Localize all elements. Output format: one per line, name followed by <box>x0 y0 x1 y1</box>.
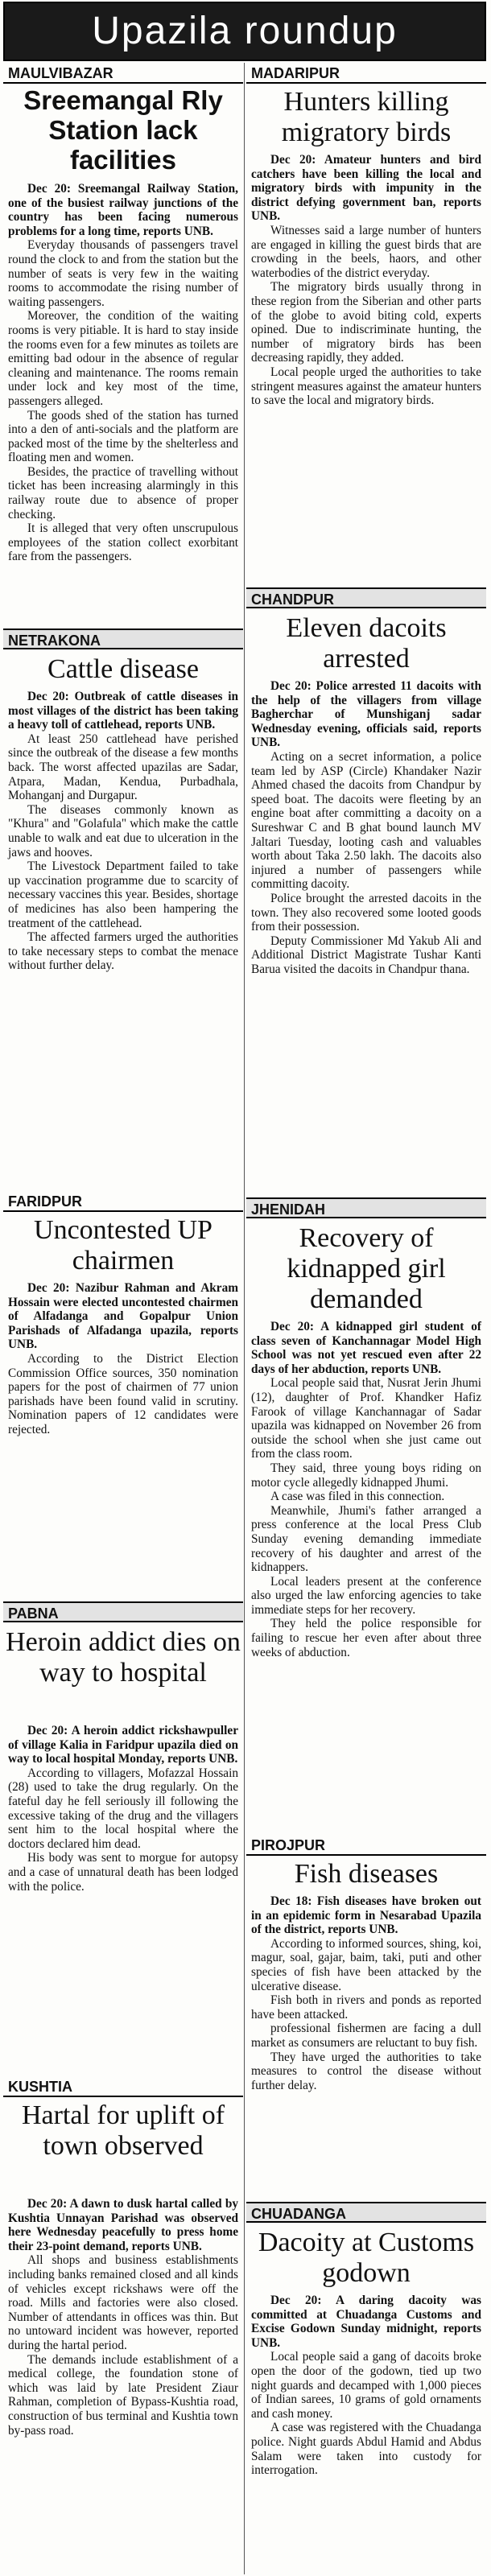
story-headline: Hunters killing migratory birds <box>281 87 452 147</box>
story-body <box>246 1894 486 2199</box>
story-paragraph: Dec 20: Sreemangal Railway Station, one of the busiest railway junctions of the country has been facing numerous problems for a long time, reports UNB. <box>8 182 238 238</box>
story-body <box>3 2197 243 2571</box>
story-paragraph: They said, three young boys riding on motor cycle allegedly kidnapped Jhumi. <box>251 1461 481 1490</box>
story-headline: Cattle disease <box>47 654 199 684</box>
story-dateline-place: JHENIDAH <box>246 1197 486 1218</box>
story-body <box>246 679 486 1196</box>
story-chandpur <box>246 587 486 1197</box>
story-paragraph: Meanwhile, Jhumi's father arranged a press conference at the local Press Club Sunday evening demanding immediate recovery of his daughter and arrest of the kidnappers. <box>251 1503 481 1575</box>
section-title: Upazila roundup <box>92 10 398 52</box>
story-paragraph: The affected farmers urged the authorities to take necessary steps to combat the menace without further delay. <box>8 930 238 973</box>
story-paragraph: Fish both in rivers and ponds as reported have been attacked. <box>251 1993 481 2022</box>
story-body <box>246 1320 486 1832</box>
story-paragraph: Dec 20: A heroin addict rickshawpuller of village Kalia in Faridpur upazila died on way to local hospital Monday, reports UNB. <box>8 1724 238 1766</box>
story-paragraph: They held the police responsible for failing to rescue her even after about three weeks of abduction. <box>251 1617 481 1659</box>
story-headline: Sreemangal Rly Station lack facilities <box>23 85 223 175</box>
story-paragraph: A case was registered with the Chuadanga police. Night guards Abdul Hamid and Abdus Salam were taken into custody for interrogation. <box>251 2421 481 2478</box>
story-paragraph: Deputy Commissioner Md Yakub Ali and Additional District Magistrate Tushar Kanti Barua visited the dacoits in Chandpur thana. <box>251 934 481 976</box>
story-madaripur <box>246 63 486 586</box>
story-paragraph: Everyday thousands of passengers travel round the clock to and from the station but the number of seats is very few in the waiting rooms to accommodate the rising number of waiting passengers. <box>8 238 238 309</box>
story-dateline-place: PIROJPUR <box>246 1835 486 1856</box>
section-banner <box>3 2 486 61</box>
story-dateline-place: KUSHTIA <box>3 2076 243 2097</box>
story-paragraph: The migratory birds usually throng in these region from the Siberian and other parts of the globe to avoid biting cold, experts opined. Due to indiscriminate hunting, the number of migratory birds has been decreasing rapidly, they added. <box>251 280 481 365</box>
story-dateline-place: CHANDPUR <box>246 587 486 608</box>
story-dateline-place: CHUADANGA <box>246 2202 486 2223</box>
story-kushtia <box>3 2076 243 2573</box>
story-jhenidah <box>246 1197 486 1833</box>
story-body <box>246 2294 486 2571</box>
story-paragraph: Dec 20: A daring dacoity was committed at Chuadanga Customs and Excise Godown Sunday midnight, reports UNB. <box>251 2294 481 2350</box>
story-paragraph: The Livestock Department failed to take up vaccination programme due to scarcity of necessary vaccines this year. Besides, shortage of medicines has also been hampering the treatment of the cattlehead. <box>8 859 238 930</box>
story-headline: Recovery of kidnapped girl demanded <box>287 1223 446 1314</box>
story-paragraph: According to villagers, Mofazzal Hossain (28) used to take the drug regularly. On the fateful day he fell seriously ill following the excessive taking of the drug and the villagers sent him to the local hospital where the doctors declared him dead. <box>8 1766 238 1851</box>
story-netrakona <box>3 629 243 1188</box>
story-paragraph: Local people urged the authorities to take stringent measures against the amateur hunters to save the local and migratory birds. <box>251 365 481 408</box>
story-paragraph: The goods shed of the station has turned into a den of anti-socials and the platform are packed most of the time by the shelterless and floating men and women. <box>8 408 238 465</box>
story-paragraph: Dec 20: Outbreak of cattle diseases in most villages of the district has been taking a heavy toll of cattlehead, reports UNB. <box>8 690 238 732</box>
story-headline: Fish diseases <box>294 1859 439 1889</box>
story-dateline-place: MAULVIBAZAR <box>3 63 243 84</box>
story-pabna <box>3 1601 243 2076</box>
right-column <box>246 63 486 2574</box>
story-paragraph: Moreover, the condition of the waiting rooms is very pitiable. It is hard to stay inside the rooms even for a few minutes as toilets are emitting bad odour in the absence of regular cleaning and maintenance. The rooms remain under lock and key most of the time, passengers alleged. <box>8 309 238 408</box>
story-paragraph: Police brought the arrested dacoits in the town. They also recovered some looted goods from their possession. <box>251 891 481 934</box>
story-paragraph: Dec 20: A kidnapped girl student of class seven of Kanchannagar Model High School was not yet rescued even after 22 days of her abduction, reports UNB. <box>251 1320 481 1376</box>
story-body <box>3 690 243 1185</box>
story-pirojpur <box>246 1835 486 2201</box>
story-headline: Hartal for uplift of town observed <box>21 2100 225 2161</box>
story-paragraph: Witnesses said a large number of hunters are engaged in killing the guest birds that are crowding in the beels, haors, and other waterbodies of the district everyday. <box>251 223 481 280</box>
story-headline: Eleven dacoits arrested <box>286 613 447 674</box>
story-paragraph: They have urged the authorities to take measures to control the disease without further delay. <box>251 2050 481 2092</box>
story-faridpur <box>3 1191 243 1601</box>
story-paragraph: Acting on a secret information, a police team led by ASP (Circle) Khandaker Nazir Ahmed chased the dacoits from Chandpur by speed boat. The dacoits were fleeting by an engine boat after committing a dacoity on a Sureshwar C and B ghat bound launch MV Jaltari Tuesday, looting cash and valuables worth about Taka 2.50 lakh. The dacoits also injured a number of passengers while committing dacoity. <box>251 749 481 892</box>
story-paragraph: Dec 20: A dawn to dusk hartal called by Kushtia Unnayan Parishad was observed here Wednesday peacefully to press home their 23-point demand, reports UNB. <box>8 2197 238 2253</box>
story-maulvibazar <box>3 63 243 626</box>
story-paragraph: All shops and business establishments including banks remained closed and all kinds of vehicles except rickshaws were off the road. Mills and factories were also closed. Number of attendants in offices was thin. But no untoward incident was however, reported during the hartal period. <box>8 2253 238 2352</box>
story-dateline-place: PABNA <box>3 1601 243 1622</box>
story-paragraph: professional fishermen are facing a dull market as consumers are reluctant to buy fish. <box>251 2022 481 2050</box>
column-rule <box>244 63 245 2574</box>
story-dateline-place: MADARIPUR <box>246 63 486 84</box>
story-paragraph: The diseases commonly known as "Khura" and "Golafula" which make the cattle unable to walk and eat due to ulceration in the jaws and hooves. <box>8 802 238 859</box>
story-paragraph: At least 250 cattlehead have perished since the outbreak of the disease a few months back. The worst affected upazilas are Sadar, Atpara, Madan, Kendua, Purbadhala, Mohanganj and Durgapur. <box>8 732 238 803</box>
story-paragraph: Dec 18: Fish diseases have broken out in an epidemic form in Nesarabad Upazila of the district, reports UNB. <box>251 1894 481 1937</box>
story-paragraph: According to informed sources, shing, koi, magur, soal, gajar, baim, taki, puti and other species of fish have been attacked by the ulcerative disease. <box>251 1936 481 1993</box>
story-chuadanga <box>246 2202 486 2573</box>
story-paragraph: A case was filed in this connection. <box>270 1490 445 1504</box>
left-column <box>3 63 243 2574</box>
story-paragraph: The demands include establishment of a medical college, the foundation stone of which was laid by late President Ziaur Rahman, completion of Bypass-Kushtia road, construction of bus terminal and Kushtia town by-pass road. <box>8 2352 238 2438</box>
story-paragraph: Besides, the practice of travelling without ticket has been increasing alarmingly in this railway route due to absence of proper checking. <box>8 464 238 521</box>
story-paragraph: Local people said a gang of dacoits broke open the door of the godown, tied up two night guards and decamped with 1,000 pieces of Indian sarees, 10 grams of gold ornaments and cash money. <box>251 2350 481 2421</box>
story-paragraph: Dec 20: Nazibur Rahman and Akram Hossain were elected uncontested chairmen of Alfadanga and Gopalpur Union Parishads of Alfadanga upazila, reports UNB. <box>8 1281 238 1352</box>
story-paragraph: Local leaders present at the conference also urged the law enforcing agencies to take immediate steps for her recovery. <box>251 1574 481 1617</box>
story-paragraph: It is alleged that very often unscrupulous employees of the station collect exorbitant fare from the passengers. <box>8 521 238 564</box>
story-dateline-place: NETRAKONA <box>3 629 243 649</box>
story-paragraph: According to the District Election Commission Office sources, 350 nomination papers for the post of chairmen of 77 union parishads have been found valid in scrutiny. Nomination papers of 12 candidates were rejected. <box>8 1351 238 1436</box>
story-dateline-place: FARIDPUR <box>3 1191 243 1212</box>
story-body <box>3 1724 243 2073</box>
story-paragraph: Dec 20: Amateur hunters and bird catchers have been killing the local and migratory birds with impunity in the district defying government ban, reports UNB. <box>251 153 481 224</box>
story-headline: Heroin addict dies on way to hospital <box>6 1627 241 1688</box>
story-body <box>3 182 243 624</box>
story-headline: Dacoity at Customs godown <box>258 2228 475 2288</box>
story-body <box>246 153 486 584</box>
story-paragraph: Local people said that, Nusrat Jerin Jhumi (12), daughter of Prof. Khandker Hafiz Farook of village Kanchannagar of Sadar upazila was kidnapped on November 26 from outside the school when she just came out from the class room. <box>251 1376 481 1461</box>
story-headline: Uncontested UP chairmen <box>34 1215 212 1276</box>
story-body <box>3 1281 243 1598</box>
story-paragraph: Dec 20: Police arrested 11 dacoits with the help of the villagers from village Bagherchar of Munshiganj sadar Wednesday evening, officials said, reports UNB. <box>251 679 481 750</box>
story-paragraph: His body was sent to morgue for autopsy and a case of unnatural death has been lodged with the police. <box>8 1851 238 1894</box>
